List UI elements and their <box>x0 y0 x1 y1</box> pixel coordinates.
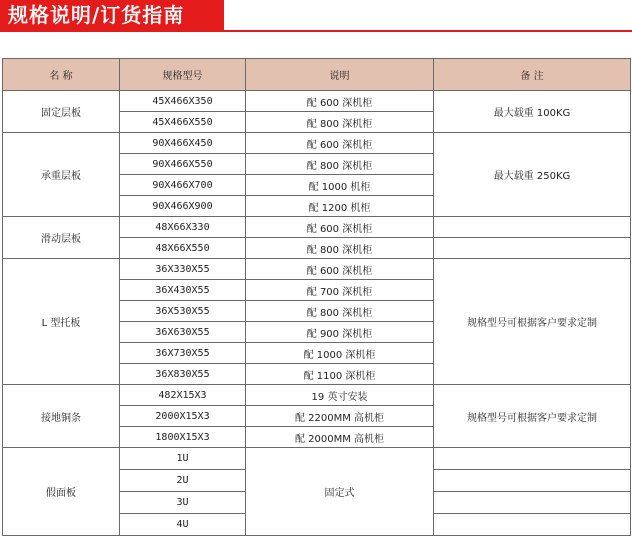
model-cell: 90X466X900 <box>120 196 246 217</box>
table-row <box>3 217 631 238</box>
model-cell: 36X430X55 <box>120 280 246 301</box>
model-cell: 1U <box>120 448 246 470</box>
table-row <box>3 259 631 280</box>
title-divider <box>0 30 632 32</box>
header-name: 名 称 <box>3 59 120 91</box>
table-row <box>3 91 631 112</box>
desc-cell: 配 900 深机柜 <box>246 322 434 343</box>
desc-cell: 配 700 深机柜 <box>246 280 434 301</box>
desc-cell: 配 1000 深机柜 <box>246 343 434 364</box>
model-cell: 45X466X550 <box>120 112 246 133</box>
desc-cell: 配 800 深机柜 <box>246 301 434 322</box>
model-cell: 36X830X55 <box>120 364 246 385</box>
model-cell: 482X15X3 <box>120 385 246 406</box>
remark-cell: 最大载重 250KG <box>434 133 631 217</box>
group-name: 滑动层板 <box>3 217 120 259</box>
desc-cell: 配 2200MM 高机柜 <box>246 406 434 427</box>
group-name: 假面板 <box>3 448 120 536</box>
desc-cell: 配 800 深机柜 <box>246 154 434 175</box>
desc-cell: 固定式 <box>246 448 434 536</box>
model-cell: 36X730X55 <box>120 343 246 364</box>
model-cell: 48X66X330 <box>120 217 246 238</box>
group-name: 接地铜条 <box>3 385 120 448</box>
desc-cell: 配 1000 机柜 <box>246 175 434 196</box>
remark-cell <box>434 514 631 536</box>
model-cell: 45X466X350 <box>120 91 246 112</box>
desc-cell: 配 1100 深机柜 <box>246 364 434 385</box>
remark-cell <box>434 217 631 238</box>
model-cell: 90X466X550 <box>120 154 246 175</box>
table-row <box>3 448 631 470</box>
remark-cell <box>434 492 631 514</box>
model-cell: 36X530X55 <box>120 301 246 322</box>
remark-cell <box>434 448 631 470</box>
model-cell: 90X466X700 <box>120 175 246 196</box>
table-row <box>3 133 631 154</box>
desc-cell: 配 800 深机柜 <box>246 238 434 259</box>
desc-cell: 配 600 深机柜 <box>246 91 434 112</box>
header-desc: 说明 <box>246 59 434 91</box>
page-title: 规格说明/订货指南 <box>0 0 224 30</box>
model-cell: 1800X15X3 <box>120 427 246 448</box>
spec-table <box>2 58 631 536</box>
header-row <box>3 59 631 91</box>
remark-cell <box>434 470 631 492</box>
group-name: L 型托板 <box>3 259 120 385</box>
remark-cell: 规格型号可根据客户要求定制 <box>434 385 631 448</box>
desc-cell: 19 英寸安装 <box>246 385 434 406</box>
remark-cell: 规格型号可根据客户要求定制 <box>434 259 631 385</box>
model-cell: 2000X15X3 <box>120 406 246 427</box>
desc-cell: 配 600 深机柜 <box>246 133 434 154</box>
model-cell: 90X466X450 <box>120 133 246 154</box>
desc-cell: 配 1200 机柜 <box>246 196 434 217</box>
remark-cell: 最大载重 100KG <box>434 91 631 133</box>
model-cell: 3U <box>120 492 246 514</box>
group-name: 固定层板 <box>3 91 120 133</box>
header-model: 规格型号 <box>120 59 246 91</box>
model-cell: 4U <box>120 514 246 536</box>
table-row <box>3 385 631 406</box>
header-remark: 备 注 <box>434 59 631 91</box>
model-cell: 2U <box>120 470 246 492</box>
desc-cell: 配 600 深机柜 <box>246 217 434 238</box>
desc-cell: 配 800 深机柜 <box>246 112 434 133</box>
model-cell: 48X66X550 <box>120 238 246 259</box>
desc-cell: 配 600 深机柜 <box>246 259 434 280</box>
model-cell: 36X330X55 <box>120 259 246 280</box>
remark-cell <box>434 238 631 259</box>
model-cell: 36X630X55 <box>120 322 246 343</box>
group-name: 承重层板 <box>3 133 120 217</box>
desc-cell: 配 2000MM 高机柜 <box>246 427 434 448</box>
